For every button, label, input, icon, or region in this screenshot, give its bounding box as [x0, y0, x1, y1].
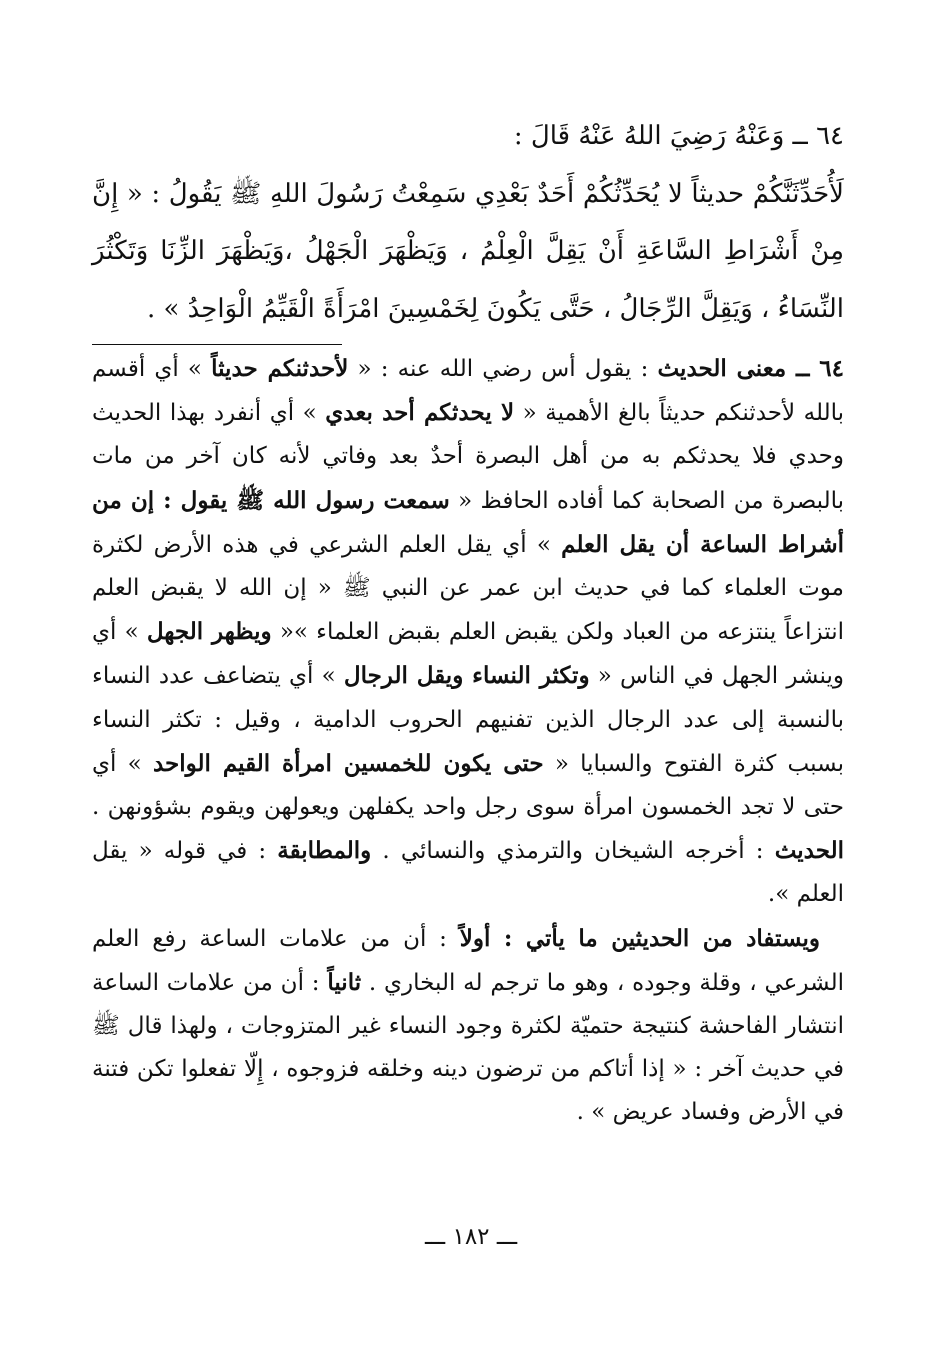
- commentary-heading: ٦٤ ــ معنى الحديث: [657, 355, 845, 382]
- commentary-text: : أخرجه الشيخان والترمذي والنسائي .: [371, 838, 775, 865]
- commentary-text: : أن من علامات الساعة انتشار الفاحشة كنتيجة حتميّة لكثرة وجود النساء غير المتزوجات ، ولهذا قال ﷺ في حديث آخر : « إذا أتاكم من ترضون دينه وخلقه فزوجوه ، إِلّا تفعلوا تكن فتنة في الأرض وفساد عريض » .: [92, 969, 844, 1126]
- commentary-quote: حتى يكون للخمسين امرأة القيم الواحد: [152, 749, 544, 777]
- benefits-heading: ويستفاد من الحديثين ما يأتي : أولاً: [459, 924, 821, 952]
- commentary-quote: وتكثر النساء ويقل الرجال: [343, 662, 590, 690]
- commentary-keyword: ثانياً: [327, 968, 362, 996]
- commentary-text: » أي يتضاعف عدد النساء بالنسبة إلى عدد الرجال الذين تفنيهم الحروب الدامية ، وقيل : تكثر النساء بسبب كثرة الفتوح والسبايا «: [92, 663, 844, 777]
- commentary-quote: لا يحدثكم أحد بعدي: [325, 399, 515, 427]
- hadith-heading: ٦٤ ــ وَعَنْهُ رَضِيَ اللهُ عَنْهُ قَالَ :: [513, 121, 844, 151]
- commentary-paragraph-2: [92, 917, 844, 1135]
- commentary-paragraph-1: [92, 347, 844, 917]
- commentary-quote: سمعت رسول الله ﷺ يقول : إن من أشراط الساعة أن يقل العلم: [92, 486, 844, 558]
- commentary: [92, 347, 844, 1135]
- commentary-text: : أن من علامات الساعة رفع العلم الشرعي ، وقلة وجوده ، وهو ما ترجم له البخاري .: [92, 925, 844, 996]
- commentary-text: : يقول أس رضي الله عنه : «: [348, 356, 658, 382]
- page-number: ـــ ١٨٢ ـــ: [424, 1224, 518, 1250]
- divider-line: [92, 344, 342, 345]
- commentary-text: » أي أقسم بالله لأحدثنكم حديثاً بالغ الأهمية «: [92, 356, 845, 427]
- commentary-quote: لأحدثنكم حديثاً: [211, 355, 349, 382]
- commentary-text: » أي وينشر الجهل في الناس «: [92, 619, 844, 690]
- commentary-keyword: والمطابقة: [277, 837, 372, 865]
- commentary-text: » أي حتى لا تجد الخمسون امرأة سوى رجل واحد يكفلهن ويعولهن ويقوم بشؤونهن .: [92, 750, 844, 821]
- commentary-quote: ويظهر الجهل: [146, 618, 272, 646]
- commentary-text: » أي أنفرد بهذا الحديث وحدي فلا يحدثكم به من أهل البصرة أحدٌ بعد وفاتي لأنه كان آخر من مات بالبصرة من الصحابة كما أفاده الحافظ «: [92, 400, 844, 514]
- hadith-body: لَأُحَدِّثَنَّكُمْ حديثاً لا يُحَدِّثُكُمْ أَحَدٌ بَعْدِي سَمِعْتُ رَسُولَ اللهِ ﷺ يَقُولُ : « إِنَّ مِنْ أَشْرَاطِ السَّاعَةِ أَنْ يَقِلَّ الْعِلْمُ ، وَيَظْهَرَ الْجَهْلُ ،وَيَظْهَرَ الزِّنَا وَتَكْثُرَ النِّسَاءُ ، وَيَقِلَّ الرِّجَالُ ، حَتَّى يَكُونَ لِخَمْسِينَ امْرَأَةً الْقَيِّمُ الْوَاحِدُ » .: [92, 178, 844, 324]
- commentary-keyword: الحديث: [774, 837, 844, 865]
- page-content: [92, 108, 844, 1135]
- commentary-text: » أي يقل العلم الشرعي في هذه الأرض لكثرة موت العلماء كما في حديث ابن عمر عن النبي ﷺ « إن الله لا يقبض العلم انتزاعاً ينتزعه من العباد ولكن يقبض العلم بقبض العلماء »«: [92, 531, 844, 646]
- hadith-text: [92, 108, 844, 338]
- commentary-text: : في قوله « يقل العلم ».: [92, 838, 844, 908]
